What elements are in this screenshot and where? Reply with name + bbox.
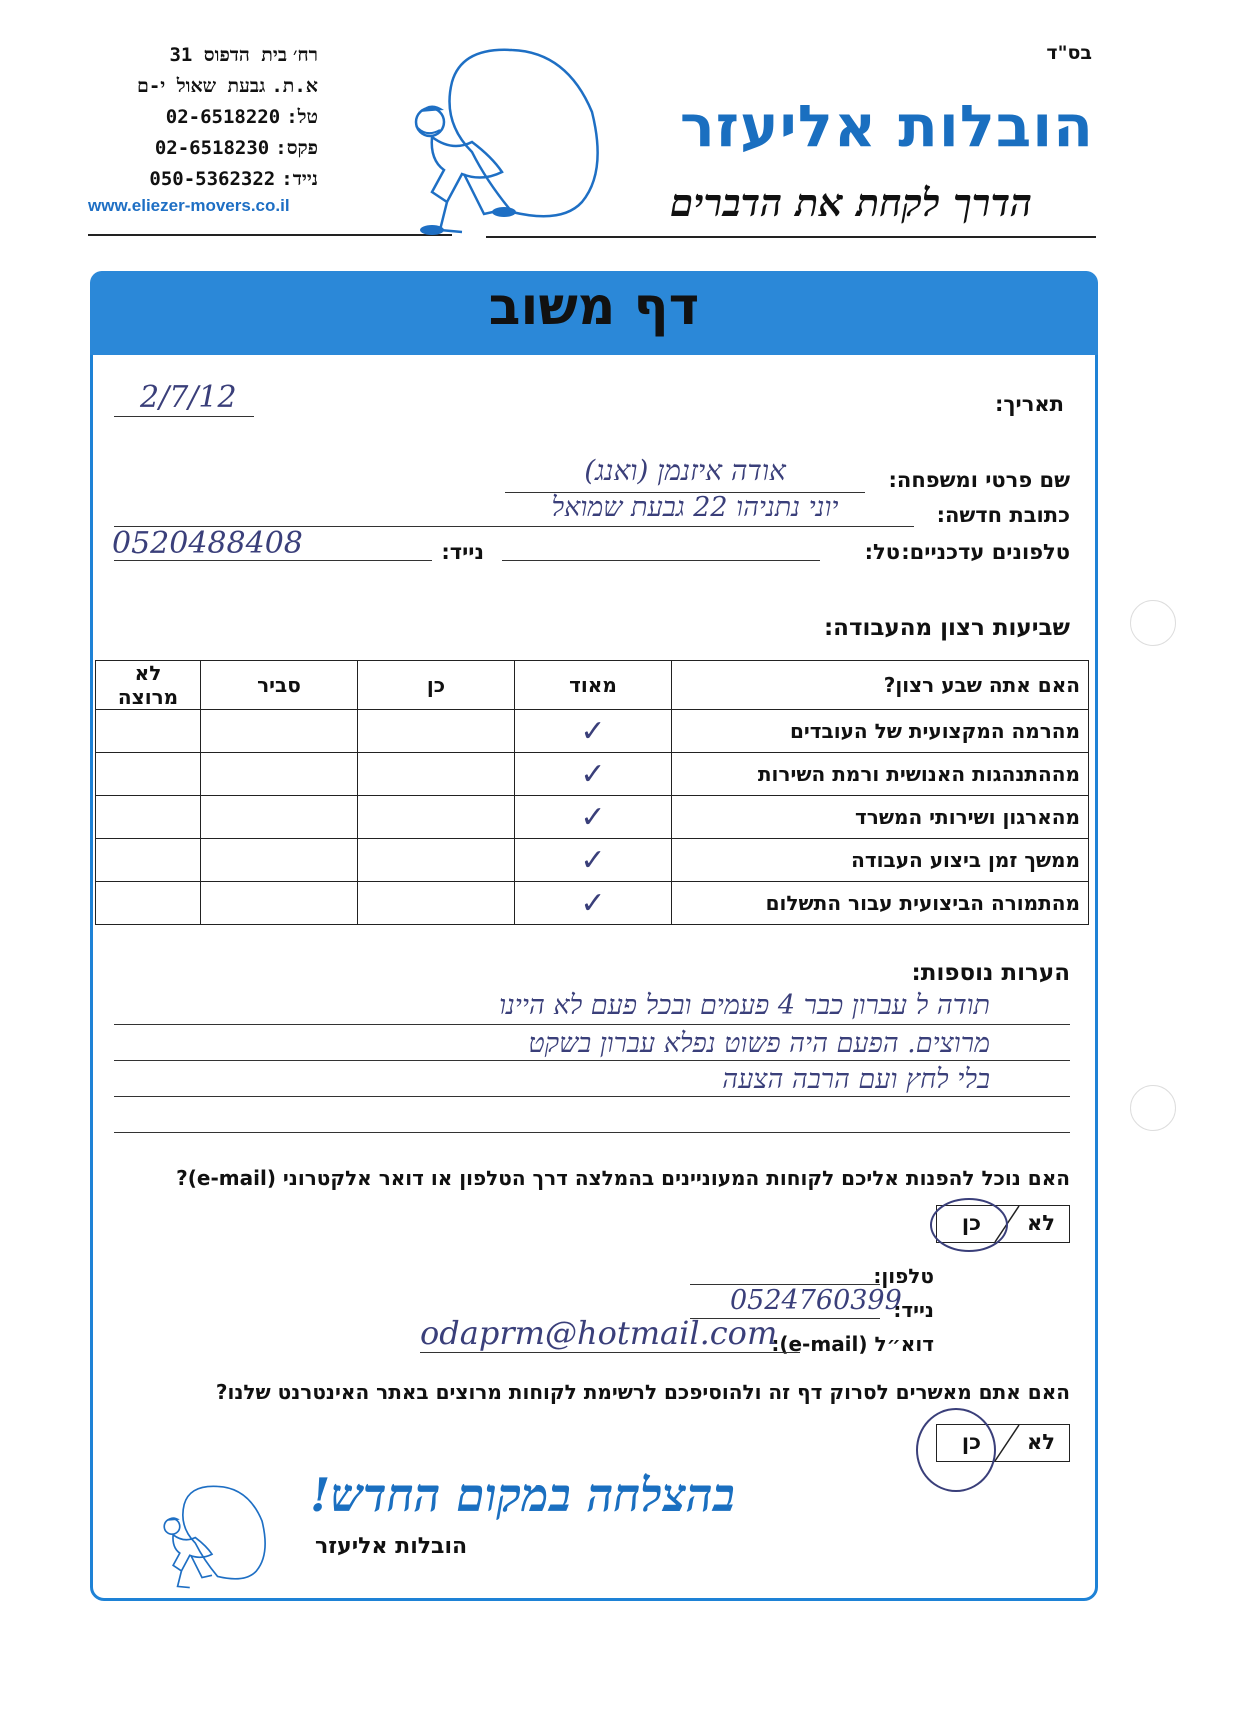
- contact-fax: פקס:02-6518230: [154, 137, 318, 159]
- table-row: [96, 882, 1089, 925]
- brand-title: הובלות אליעזר: [679, 92, 1094, 160]
- col-question: האם אתה שבע רצון?: [672, 661, 1089, 710]
- empty-cell[interactable]: [201, 796, 358, 839]
- contact-block: [88, 40, 318, 195]
- satisfaction-heading: שביעות רצון מהעבודה:: [823, 615, 1070, 641]
- empty-cell[interactable]: [358, 710, 515, 753]
- notes-text-2[interactable]: מרוצים. הפעם היה פשוט נפלא עברון בשקט: [528, 1028, 990, 1059]
- empty-cell[interactable]: [201, 882, 358, 925]
- table-row: [96, 796, 1089, 839]
- table-row: [96, 839, 1089, 882]
- consent-no-option[interactable]: לא: [1027, 1430, 1055, 1454]
- date-value[interactable]: 2/7/12: [140, 380, 237, 415]
- referral-mobile-label: נייד:: [893, 1298, 934, 1322]
- bsd-mark: בס"ד: [1046, 42, 1092, 64]
- punch-hole: [1130, 1085, 1176, 1131]
- check-cell[interactable]: ✓: [515, 882, 672, 925]
- empty-cell[interactable]: [201, 839, 358, 882]
- row-label: מהרמה המקצועית של העובדים: [672, 710, 1089, 753]
- date-line: [114, 416, 254, 417]
- notes-heading: הערות נוספות:: [911, 960, 1070, 986]
- tel-label: טל:: [864, 540, 900, 564]
- row-label: ממשך זמן ביצוע העבודה: [672, 839, 1089, 882]
- empty-cell[interactable]: [201, 753, 358, 796]
- table-header-row: [96, 661, 1089, 710]
- row-label: מההתנהגות האנושית ורמת השירות: [672, 753, 1089, 796]
- empty-cell[interactable]: [96, 796, 201, 839]
- tel-line: [502, 560, 820, 561]
- brand-slogan: הדרך לקחת את הדברים: [669, 180, 1032, 225]
- notes-text-1[interactable]: תודה ל עברון כבר 4 פעמים ובכל פעם לא היינו: [499, 990, 990, 1021]
- address-value[interactable]: יוני נתניהו 22 גבעת שמואל: [551, 492, 839, 523]
- date-label: תאריך:: [995, 392, 1064, 416]
- referral-mobile-value[interactable]: 0524760399: [730, 1285, 902, 1316]
- referral-yes-option[interactable]: כן: [961, 1211, 981, 1235]
- empty-cell[interactable]: [96, 710, 201, 753]
- notes-line: [114, 1060, 1070, 1061]
- referral-email-value[interactable]: odaprm@hotmail.com: [420, 1314, 778, 1352]
- contact-phone: טל:02-6518220: [165, 106, 318, 128]
- header-divider-right: [486, 236, 1096, 238]
- notes-line: [114, 1024, 1070, 1025]
- consent-yes-option[interactable]: כן: [961, 1430, 981, 1454]
- footer-blessing: בהצלחה במקום החדש!: [310, 1468, 735, 1522]
- form-title: דף משוב: [488, 277, 700, 337]
- notes-text-3[interactable]: בלי לחץ ועם הרבה הצעה: [722, 1064, 990, 1095]
- consent-selected-circle: [916, 1408, 996, 1492]
- check-cell[interactable]: ✓: [515, 753, 672, 796]
- referral-no-option[interactable]: לא: [1027, 1211, 1055, 1235]
- row-label: מהארגון ושירותי המשרד: [672, 796, 1089, 839]
- mobile-value[interactable]: 0520488408: [112, 526, 303, 561]
- address-label: כתובת חדשה:: [936, 503, 1070, 527]
- empty-cell[interactable]: [96, 882, 201, 925]
- referral-selected-circle: [930, 1198, 1008, 1252]
- check-cell[interactable]: ✓: [515, 796, 672, 839]
- name-value[interactable]: אודה איזנמן (ואנג): [584, 454, 786, 487]
- mobile-label: נייד:: [441, 540, 484, 564]
- contact-area: א.ת.גבעת שאול י-ם: [137, 75, 318, 97]
- contact-mobile: נייד:050-5362322: [149, 168, 318, 190]
- col-unsatisfied: לא מרוצה: [96, 661, 201, 710]
- form-title-band: [90, 271, 1098, 355]
- empty-cell[interactable]: [358, 882, 515, 925]
- notes-line: [114, 1132, 1070, 1133]
- contact-address: רח׳בית הדפוס 31: [169, 44, 318, 66]
- col-yes: כן: [358, 661, 515, 710]
- website-link[interactable]: www.eliezer-movers.co.il: [88, 196, 290, 215]
- empty-cell[interactable]: [201, 710, 358, 753]
- referral-email-line: [420, 1352, 800, 1353]
- referral-email-label: דוא״ל (e-mail):: [771, 1332, 934, 1356]
- satisfaction-table: [95, 660, 1089, 925]
- notes-line: [114, 1096, 1070, 1097]
- check-cell[interactable]: ✓: [515, 839, 672, 882]
- referral-phone-label: טלפון:: [873, 1264, 934, 1288]
- referral-question: האם נוכל להפנות אליכם לקוחות המעוניינים בהמלצה דרך הטלפון או דואר אלקטרוני (e-mail)?: [176, 1166, 1070, 1190]
- col-very: מאוד: [515, 661, 672, 710]
- col-fair: סביר: [201, 661, 358, 710]
- empty-cell[interactable]: [358, 753, 515, 796]
- empty-cell[interactable]: [96, 839, 201, 882]
- footer-mascot-logo: [142, 1482, 282, 1592]
- empty-cell[interactable]: [358, 796, 515, 839]
- empty-cell[interactable]: [358, 839, 515, 882]
- punch-hole: [1130, 600, 1176, 646]
- empty-cell[interactable]: [96, 753, 201, 796]
- table-row: [96, 753, 1089, 796]
- row-label: מהתמורה הביצועית עבור התשלום: [672, 882, 1089, 925]
- mover-mascot-logo: [392, 42, 612, 240]
- consent-question: האם אתם מאשרים לסרוק דף זה ולהוסיפכם לרשימת לקוחות מרוצים באתר האינטרנט שלנו?: [215, 1380, 1070, 1404]
- check-cell[interactable]: ✓: [515, 710, 672, 753]
- phones-label: טלפונים עדכניים:: [901, 540, 1070, 564]
- name-label: שם פרטי ומשפחה:: [888, 468, 1070, 492]
- table-row: [96, 710, 1089, 753]
- footer-company: הובלות אליעזר: [315, 1534, 468, 1559]
